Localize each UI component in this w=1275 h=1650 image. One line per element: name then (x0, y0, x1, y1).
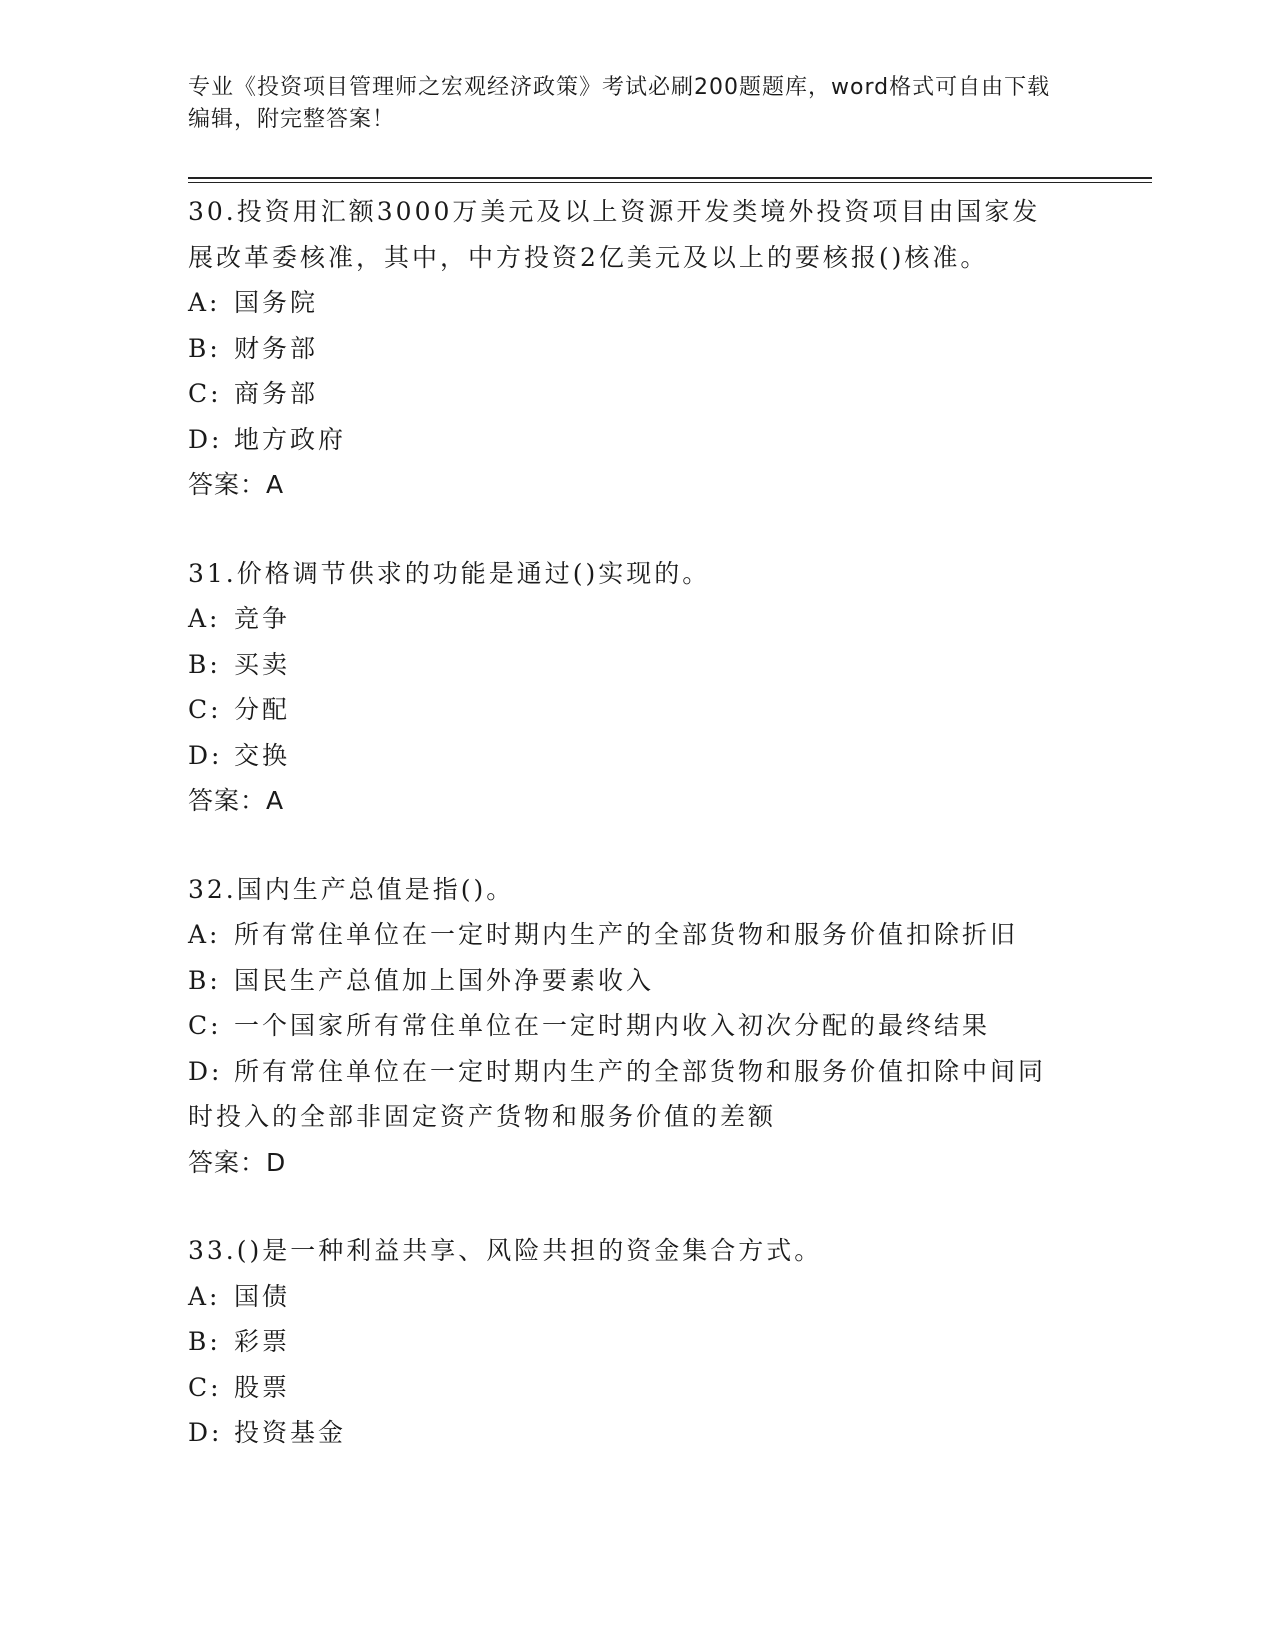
option-text: 投资基金 (234, 1418, 347, 1447)
option-letter: B: (188, 333, 221, 363)
option-b (188, 958, 1068, 1004)
answer-line: 答案：D (188, 1147, 287, 1177)
option-a (188, 596, 1068, 642)
option-b (188, 642, 1068, 688)
option-letter: D: (188, 740, 223, 770)
option-text: 商务部 (234, 379, 319, 408)
option-d (188, 733, 1068, 779)
option-text: 地方政府 (234, 424, 347, 454)
option-c (188, 687, 1068, 733)
option-text: 国民生产总值加上国外净要素收入 (234, 965, 655, 995)
option-text: 所有常住单位在一定时期内生产的全部货物和服务价值扣除中间同时投入的全部非固定资产货物和服务价值的差额 (188, 1056, 1047, 1131)
option-letter: D: (188, 1418, 223, 1447)
option-d (188, 417, 1068, 463)
option-letter: A: (188, 920, 221, 949)
option-text: 分配 (234, 695, 291, 724)
option-text: 所有常住单位在一定时期内生产的全部货物和服务价值扣除折旧 (234, 920, 1019, 949)
question-stem: 31.价格调节供求的功能是通过()实现的。 (188, 558, 711, 588)
option-text: 交换 (234, 740, 291, 770)
option-a (188, 912, 1068, 958)
option-letter: C: (188, 379, 222, 408)
question-item (188, 867, 1068, 1186)
option-text: 彩票 (234, 1327, 291, 1356)
option-b (188, 326, 1068, 372)
option-a (188, 1274, 1068, 1320)
option-letter: D: (188, 1056, 223, 1086)
answer-line: 答案：A (188, 470, 285, 499)
header-divider-thin (188, 182, 1152, 183)
option-c (188, 1365, 1068, 1411)
option-letter: A: (188, 288, 221, 317)
answer-line: 答案：A (188, 786, 285, 815)
option-d (188, 1049, 1068, 1140)
option-letter: C: (188, 1011, 222, 1040)
document-header: 专业《投资项目管理师之宏观经济政策》考试必刷200题题库，word格式可自由下载编辑，附完整答案！ (188, 75, 1051, 132)
option-d (188, 1410, 1068, 1456)
option-text: 股票 (234, 1372, 291, 1402)
option-letter: C: (188, 695, 222, 724)
option-text: 国务院 (234, 288, 319, 317)
option-c (188, 371, 1068, 417)
option-c (188, 1003, 1068, 1049)
option-letter: C: (188, 1372, 222, 1402)
question-stem: 30.投资用汇额3000万美元及以上资源开发类境外投资项目由国家发展改革委核准，其中，中方投资2亿美元及以上的要核报()核准。 (188, 197, 1041, 272)
question-item (188, 1228, 1068, 1456)
option-b (188, 1319, 1068, 1365)
option-a (188, 280, 1068, 326)
option-letter: B: (188, 1327, 221, 1356)
option-letter: A: (188, 1281, 221, 1311)
option-letter: A: (188, 604, 221, 633)
option-text: 买卖 (234, 649, 291, 679)
header-divider-thick (188, 177, 1152, 179)
question-item (188, 551, 1068, 824)
option-text: 竞争 (234, 604, 291, 633)
question-list (188, 189, 1068, 1499)
option-text: 国债 (234, 1281, 291, 1311)
option-text: 财务部 (234, 333, 319, 363)
option-text: 一个国家所有常住单位在一定时期内收入初次分配的最终结果 (234, 1011, 991, 1040)
option-letter: D: (188, 424, 223, 454)
question-stem: 32.国内生产总值是指()。 (188, 874, 515, 904)
question-item (188, 189, 1068, 508)
option-letter: B: (188, 965, 221, 995)
question-stem: 33.()是一种利益共享、风险共担的资金集合方式。 (188, 1236, 823, 1265)
option-letter: B: (188, 649, 221, 679)
